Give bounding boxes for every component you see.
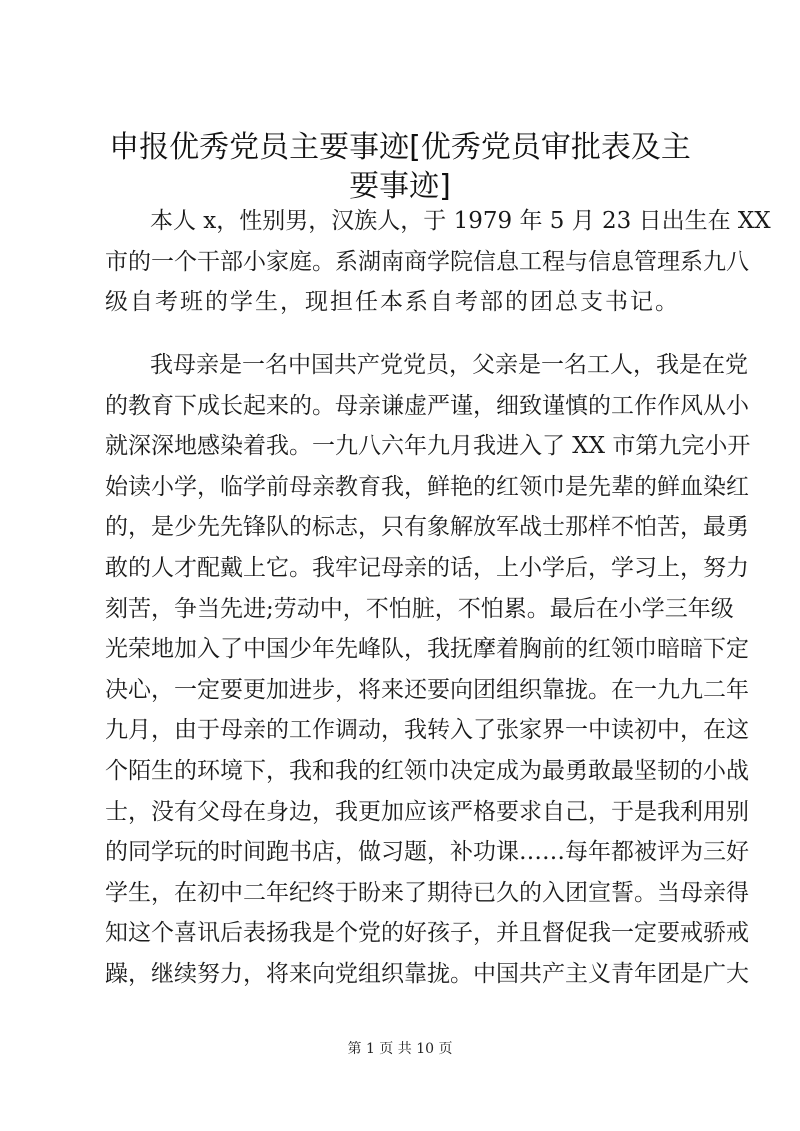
- paragraph-line: 的教育下成长起来的。母亲谦虚严谨，细致谨慎的工作作风从小: [105, 392, 749, 419]
- paragraph-line: 就深深地感染着我。一九八六年九月我进入了 XX 市第九完小开: [105, 433, 751, 460]
- paragraph-line: 的，是少先先锋队的标志，只有象解放军战士那样不怕苦，最勇: [105, 514, 749, 541]
- paragraph-line: 知这个喜讯后表扬我是个党的好孩子，并且督促我一定要戒骄戒: [105, 920, 749, 947]
- page-footer: 第 1 页 共 10 页: [347, 1041, 453, 1057]
- document-title-line-2: 要事迹]: [349, 169, 451, 204]
- paragraph-line: 我母亲是一名中国共产党党员，父亲是一名工人，我是在党: [150, 352, 748, 378]
- paragraph-line: 九月，由于母亲的工作调动，我转入了张家界一中读初中，在这: [105, 717, 749, 744]
- paragraph-line: 士，没有父母在身边，我更加应该严格要求自己，于是我利用别: [105, 798, 749, 825]
- paragraph-line: 躁，继续努力，将来向党组织靠拢。中国共产主义青年团是广大: [105, 961, 749, 987]
- paragraph-line: 刻苦，争当先进;劳动中，不怕脏，不怕累。最后在小学三年级: [105, 595, 734, 622]
- paragraph-line: 学生，在初中二年纪终于盼来了期待已久的入团宣誓。当母亲得: [105, 879, 749, 906]
- paragraph-line: 敢的人才配戴上它。我牢记母亲的话，上小学后，学习上，努力: [105, 555, 749, 581]
- paragraph-line: 的同学玩的时间跑书店，做习题，补功课……每年都被评为三好: [105, 839, 749, 866]
- document-title-line-1: 申报优秀党员主要事迹[优秀党员审批表及主: [109, 130, 691, 165]
- paragraph-line: 光荣地加入了中国少年先峰队，我抚摩着胸前的红领巾暗暗下定: [105, 636, 749, 663]
- paragraph-line: 始读小学，临学前母亲教育我，鲜艳的红领巾是先辈的鲜血染红: [105, 473, 749, 500]
- paragraph-line: 本人 x，性别男，汉族人，于 1979 年 5 月 23 日出生在 XX: [150, 208, 771, 234]
- paragraph-line: 个陌生的环境下，我和我的红领巾决定成为最勇敢最坚韧的小战: [105, 758, 749, 784]
- paragraph-line: 市的一个干部小家庭。系湖南商学院信息工程与信息管理系九八: [105, 248, 749, 275]
- paragraph-line: 级自考班的学生，现担任本系自考部的团总支书记。: [105, 289, 680, 316]
- paragraph-line: 决心，一定要更加进步，将来还要向团组织靠拢。在一九九二年: [105, 676, 749, 703]
